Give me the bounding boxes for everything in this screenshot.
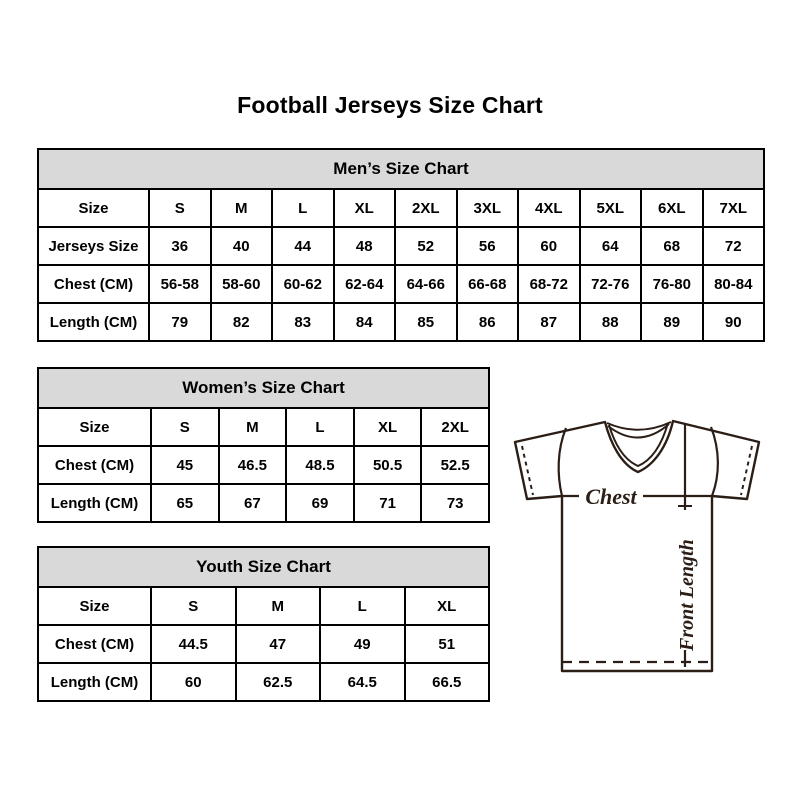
youth-value-cell: 47 — [236, 625, 321, 663]
youth-value-cell: M — [236, 587, 321, 625]
men-value-cell: 7XL — [703, 189, 765, 227]
women-table-title: Women’s Size Chart — [38, 368, 489, 408]
women-value-cell: XL — [354, 408, 422, 446]
front-length-label: Front Length — [676, 539, 698, 651]
womens-size-table — [37, 367, 490, 523]
women-value-cell: S — [151, 408, 219, 446]
women-value-cell: 45 — [151, 446, 219, 484]
jersey-outline-shape — [515, 421, 759, 671]
men-value-cell: 80-84 — [703, 265, 765, 303]
men-value-cell: 48 — [334, 227, 396, 265]
women-value-cell: M — [219, 408, 287, 446]
youth-value-cell: 64.5 — [320, 663, 405, 701]
men-row-label: Length (CM) — [38, 303, 149, 341]
youth-value-cell: 44.5 — [151, 625, 236, 663]
men-value-cell: M — [211, 189, 273, 227]
youth-value-cell: L — [320, 587, 405, 625]
men-value-cell: 89 — [641, 303, 703, 341]
men-value-cell: 60 — [518, 227, 580, 265]
men-value-cell: 79 — [149, 303, 211, 341]
men-value-cell: 2XL — [395, 189, 457, 227]
men-value-cell: 40 — [211, 227, 273, 265]
youth-size-table — [37, 546, 490, 702]
youth-value-cell: 49 — [320, 625, 405, 663]
women-value-cell: 52.5 — [421, 446, 489, 484]
men-value-cell: 3XL — [457, 189, 519, 227]
youth-value-cell: 66.5 — [405, 663, 490, 701]
women-value-cell: L — [286, 408, 354, 446]
men-value-cell: 36 — [149, 227, 211, 265]
men-row-label: Size — [38, 189, 149, 227]
men-value-cell: 44 — [272, 227, 334, 265]
men-value-cell: 76-80 — [641, 265, 703, 303]
men-value-cell: 64 — [580, 227, 642, 265]
youth-value-cell: 60 — [151, 663, 236, 701]
women-table-row-0 — [38, 408, 489, 446]
men-row-label: Jerseys Size — [38, 227, 149, 265]
women-value-cell: 71 — [354, 484, 422, 522]
men-table-row-0 — [38, 189, 764, 227]
men-value-cell: 52 — [395, 227, 457, 265]
youth-row-label: Length (CM) — [38, 663, 151, 701]
men-value-cell: 6XL — [641, 189, 703, 227]
women-row-label: Length (CM) — [38, 484, 151, 522]
youth-table-row-0 — [38, 587, 489, 625]
men-value-cell: 72-76 — [580, 265, 642, 303]
youth-value-cell: XL — [405, 587, 490, 625]
youth-table-row-1 — [38, 625, 489, 663]
men-value-cell: S — [149, 189, 211, 227]
men-value-cell: 5XL — [580, 189, 642, 227]
jersey-measurement-diagram — [505, 405, 775, 675]
women-table-row-1 — [38, 446, 489, 484]
page-title: Football Jerseys Size Chart — [237, 92, 543, 118]
men-value-cell: 72 — [703, 227, 765, 265]
men-value-cell: 56 — [457, 227, 519, 265]
men-table-title-row — [38, 149, 764, 189]
men-table-title: Men’s Size Chart — [38, 149, 764, 189]
men-value-cell: 87 — [518, 303, 580, 341]
women-row-label: Chest (CM) — [38, 446, 151, 484]
right-armhole-seam — [711, 427, 718, 496]
women-value-cell: 73 — [421, 484, 489, 522]
youth-row-label: Chest (CM) — [38, 625, 151, 663]
women-value-cell: 46.5 — [219, 446, 287, 484]
youth-table-title: Youth Size Chart — [38, 547, 489, 587]
women-row-label: Size — [38, 408, 151, 446]
mens-size-table — [37, 148, 765, 342]
youth-row-label: Size — [38, 587, 151, 625]
men-value-cell: XL — [334, 189, 396, 227]
men-value-cell: 88 — [580, 303, 642, 341]
youth-value-cell: S — [151, 587, 236, 625]
youth-value-cell: 62.5 — [236, 663, 321, 701]
men-value-cell: 68-72 — [518, 265, 580, 303]
men-value-cell: 58-60 — [211, 265, 273, 303]
chest-label: Chest — [585, 484, 637, 509]
women-value-cell: 50.5 — [354, 446, 422, 484]
men-value-cell: 85 — [395, 303, 457, 341]
women-value-cell: 48.5 — [286, 446, 354, 484]
men-value-cell: 60-62 — [272, 265, 334, 303]
women-value-cell: 69 — [286, 484, 354, 522]
men-value-cell: 62-64 — [334, 265, 396, 303]
men-table-row-3 — [38, 303, 764, 341]
youth-table-title-row — [38, 547, 489, 587]
men-value-cell: 90 — [703, 303, 765, 341]
left-armhole-seam — [559, 428, 566, 496]
women-value-cell: 67 — [219, 484, 287, 522]
men-value-cell: 68 — [641, 227, 703, 265]
women-table-row-2 — [38, 484, 489, 522]
men-value-cell: 86 — [457, 303, 519, 341]
men-value-cell: 66-68 — [457, 265, 519, 303]
women-value-cell: 2XL — [421, 408, 489, 446]
men-value-cell: 56-58 — [149, 265, 211, 303]
men-value-cell: L — [272, 189, 334, 227]
men-value-cell: 4XL — [518, 189, 580, 227]
men-table-row-2 — [38, 265, 764, 303]
men-value-cell: 83 — [272, 303, 334, 341]
men-value-cell: 84 — [334, 303, 396, 341]
men-value-cell: 64-66 — [395, 265, 457, 303]
men-row-label: Chest (CM) — [38, 265, 149, 303]
men-table-row-1 — [38, 227, 764, 265]
men-value-cell: 82 — [211, 303, 273, 341]
youth-table-row-2 — [38, 663, 489, 701]
youth-value-cell: 51 — [405, 625, 490, 663]
women-table-title-row — [38, 368, 489, 408]
women-value-cell: 65 — [151, 484, 219, 522]
